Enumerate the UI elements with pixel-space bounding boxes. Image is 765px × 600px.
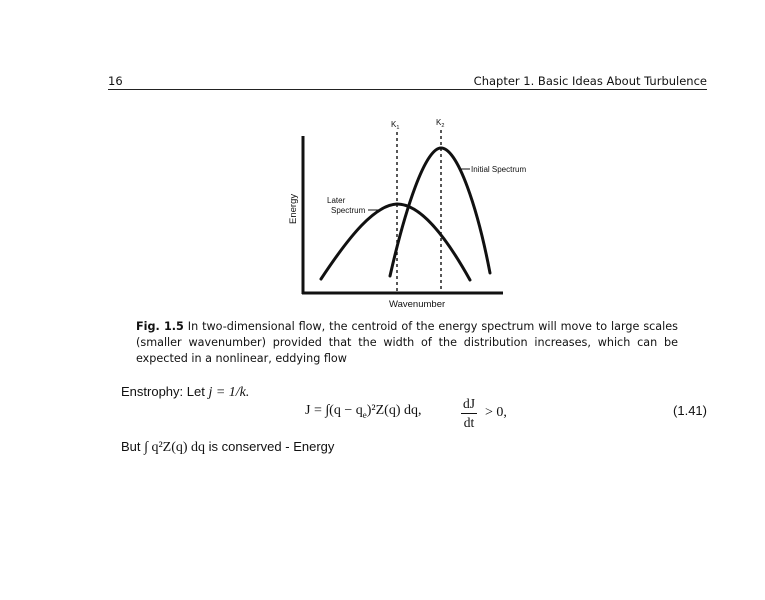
- equation-subscript: e: [362, 409, 367, 420]
- caption-text: In two-dimensional flow, the centroid of the energy spectrum will move to large scales (smaller wavenumber) provided that the width of the distribution increases, which can be expected in a nonlinear, eddying flow: [136, 320, 678, 365]
- x-axis-label: Wavenumber: [389, 299, 446, 310]
- later-spectrum-label-line2: Spectrum: [331, 206, 366, 215]
- equation-rest: )²Z(q) dq,: [366, 403, 422, 418]
- derivative-fraction: [461, 396, 477, 431]
- k1-label: $K_1$: [391, 120, 400, 131]
- enstrophy-line: [121, 384, 249, 401]
- fraction-rhs: > 0,: [485, 405, 507, 420]
- fraction-denominator: dt: [463, 415, 475, 430]
- fraction-numerator: dJ: [461, 396, 477, 414]
- conserved-line: [121, 439, 334, 456]
- chapter-title: Chapter 1. Basic Ideas About Turbulence: [473, 74, 707, 88]
- but-suffix: is conserved - Energy: [205, 439, 335, 454]
- caption-label: Fig. 1.5: [136, 320, 184, 333]
- equation-lhs-text: J = ∫(q − q: [305, 403, 363, 418]
- series-later-spectrum-line: [321, 204, 470, 280]
- but-prefix: But: [121, 439, 145, 454]
- enstrophy-prefix: Enstrophy: Let: [121, 384, 209, 399]
- but-math: ∫ q²Z(q) dq: [144, 440, 206, 455]
- later-spectrum-label-line1: Later: [327, 196, 346, 205]
- equation-number: (1.41): [673, 403, 707, 418]
- figure-caption: [136, 319, 678, 367]
- equation-lhs: [305, 403, 422, 420]
- k2-label: $K_2$: [436, 118, 445, 129]
- page-number: 16: [108, 74, 123, 88]
- enstrophy-math: j = 1/k.: [208, 385, 250, 400]
- y-axis-label: Energy: [288, 193, 299, 224]
- initial-spectrum-label: Initial Spectrum: [471, 165, 527, 174]
